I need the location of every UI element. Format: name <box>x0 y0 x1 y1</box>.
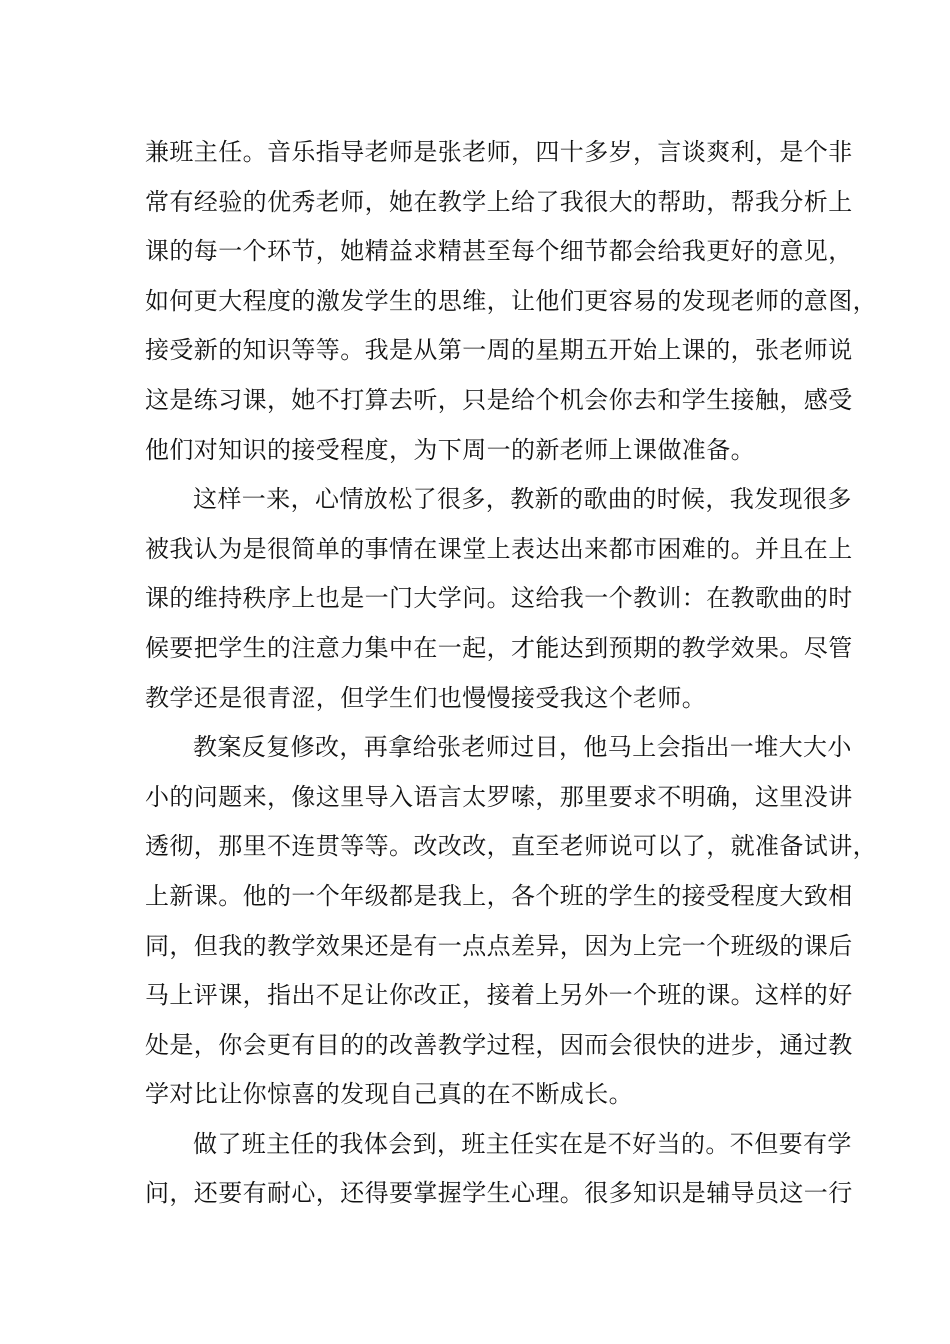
text-line: 透彻，那里不连贯等等。改改改，直至老师说可以了，就准备试讲， <box>145 832 877 861</box>
body-text <box>145 128 877 1219</box>
paragraph <box>145 723 877 1120</box>
text-line: 常有经验的优秀老师，她在教学上给了我很大的帮助，帮我分析上 <box>145 187 853 216</box>
paragraph <box>145 1120 853 1219</box>
text-line: 这样一来，心情放松了很多，教新的歌曲的时候，我发现很多 <box>193 485 852 514</box>
text-line: 做了班主任的我体会到，班主任实在是不好当的。不但要有学 <box>193 1129 852 1158</box>
text-line: 小的问题来，像这里导入语言太罗嗦，那里要求不明确，这里没讲 <box>145 782 853 811</box>
text-line: 同，但我的教学效果还是有一点点差异，因为上完一个班级的课后 <box>145 931 853 960</box>
text-line: 接受新的知识等等。我是从第一周的星期五开始上课的，张老师说 <box>145 336 853 365</box>
text-line: 问，还要有耐心，还得要掌握学生心理。很多知识是辅导员这一行 <box>145 1179 853 1208</box>
text-line: 马上评课，指出不足让你改正，接着上另外一个班的课。这样的好 <box>145 981 853 1010</box>
text-line: 教案反复修改，再拿给张老师过目，他马上会指出一堆大大小 <box>193 733 852 762</box>
text-line: 兼班主任。音乐指导老师是张老师，四十多岁，言谈爽利，是个非 <box>145 138 853 166</box>
text-line: 这是练习课，她不打算去听，只是给个机会你去和学生接触，感受 <box>145 385 853 414</box>
text-line: 候要把学生的注意力集中在一起，才能达到预期的教学效果。尽管 <box>145 633 853 662</box>
text-line: 处是，你会更有目的的改善教学过程，因而会很快的进步，通过教 <box>145 1030 853 1059</box>
text-line: 教学还是很青涩，但学生们也慢慢接受我这个老师。 <box>145 683 707 712</box>
text-line: 学对比让你惊喜的发现自己真的在不断成长。 <box>145 1080 633 1109</box>
text-line: 他们对知识的接受程度，为下周一的新老师上课做准备。 <box>145 435 755 464</box>
paragraph <box>145 475 853 723</box>
text-line: 被我认为是很简单的事情在课堂上表达出来都市困难的。并且在上 <box>145 534 853 563</box>
text-line: 如何更大程度的激发学生的思维，让他们更容易的发现老师的意图， <box>145 286 877 315</box>
paragraph <box>145 128 877 475</box>
text-line: 课的维持秩序上也是一门大学问。这给我一个教训：在教歌曲的时 <box>145 584 853 613</box>
text-line: 课的每一个环节，她精益求精甚至每个细节都会给我更好的意见， <box>145 237 853 266</box>
text-line: 上新课。他的一个年级都是我上，各个班的学生的接受程度大致相 <box>145 881 853 910</box>
